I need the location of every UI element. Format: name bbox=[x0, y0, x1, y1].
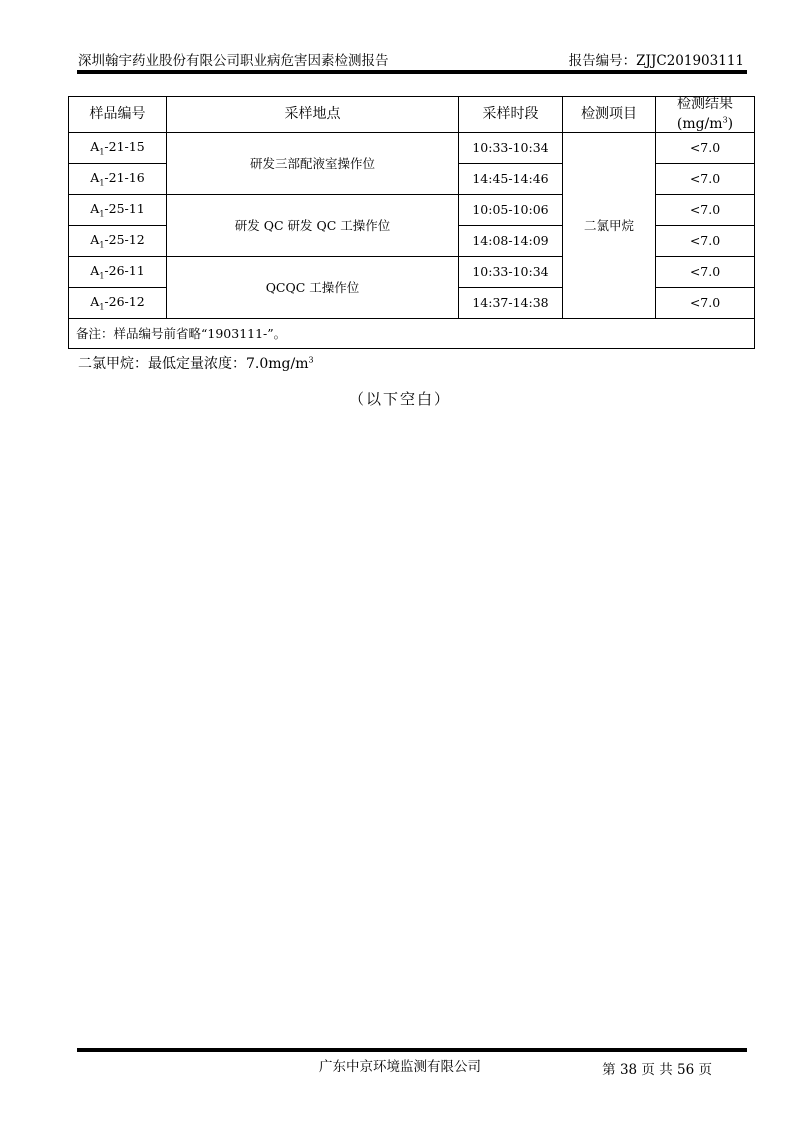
remark-row bbox=[69, 318, 755, 348]
time-cell: 10:33-10:34 bbox=[459, 256, 563, 287]
remark-cell: 备注：样品编号前省略“1903111-”。 bbox=[69, 318, 755, 348]
header-result-label: 检测结果 bbox=[677, 96, 733, 112]
result-cell: <7.0 bbox=[656, 194, 755, 225]
location-cell: 研发 QC 研发 QC 工操作位 bbox=[167, 194, 459, 256]
sample-id-cell: $A_1-26-12$ bbox=[69, 287, 167, 318]
time-cell: 14:37-14:38 bbox=[459, 287, 563, 318]
header-divider bbox=[77, 70, 747, 74]
header-result bbox=[656, 97, 755, 133]
result-cell: <7.0 bbox=[656, 256, 755, 287]
sample-id-cell: $A_1-26-11$ bbox=[69, 256, 167, 287]
location-cell: 研发三部配液室操作位 bbox=[167, 132, 459, 194]
time-cell: 10:33-10:34 bbox=[459, 132, 563, 163]
item-cell: 二氯甲烷 bbox=[563, 132, 656, 318]
blank-below-note: （以下空白） bbox=[348, 390, 451, 408]
table-row bbox=[69, 132, 755, 163]
results-table bbox=[68, 96, 755, 349]
sample-id-cell: $A_1-25-12$ bbox=[69, 225, 167, 256]
location-cell: QCQC 工操作位 bbox=[167, 256, 459, 318]
result-cell: <7.0 bbox=[656, 163, 755, 194]
result-cell: <7.0 bbox=[656, 287, 755, 318]
page-number: 第 38 页 共 56 页 bbox=[602, 1062, 712, 1078]
time-cell: 14:45-14:46 bbox=[459, 163, 563, 194]
time-cell: 14:08-14:09 bbox=[459, 225, 563, 256]
header-result-unit: $(mg/m^3)$ bbox=[676, 115, 734, 132]
result-cell: <7.0 bbox=[656, 132, 755, 163]
header-item: 检测项目 bbox=[563, 97, 656, 133]
header-time: 采样时段 bbox=[459, 97, 563, 133]
sample-id-cell: $A_1-25-11$ bbox=[69, 194, 167, 225]
footer-company: 广东中京环境监测有限公司 bbox=[319, 1059, 481, 1075]
footer-divider bbox=[77, 1048, 747, 1052]
time-cell: 10:05-10:06 bbox=[459, 194, 563, 225]
header-sample-id: 样品编号 bbox=[69, 97, 167, 133]
detection-limit-note: 二氯甲烷：最低定量浓度：$7.0mg/m^3$ bbox=[78, 355, 314, 372]
sample-id-cell: $A_1-21-16$ bbox=[69, 163, 167, 194]
header-location: 采样地点 bbox=[167, 97, 459, 133]
result-cell: <7.0 bbox=[656, 225, 755, 256]
report-code: 报告编号：ZJJC201903111 bbox=[568, 53, 744, 69]
report-header-title: 深圳翰宇药业股份有限公司职业病危害因素检测报告 bbox=[78, 53, 389, 69]
sample-id-cell: $A_1-21-15$ bbox=[69, 132, 167, 163]
table-header-row bbox=[69, 97, 755, 133]
